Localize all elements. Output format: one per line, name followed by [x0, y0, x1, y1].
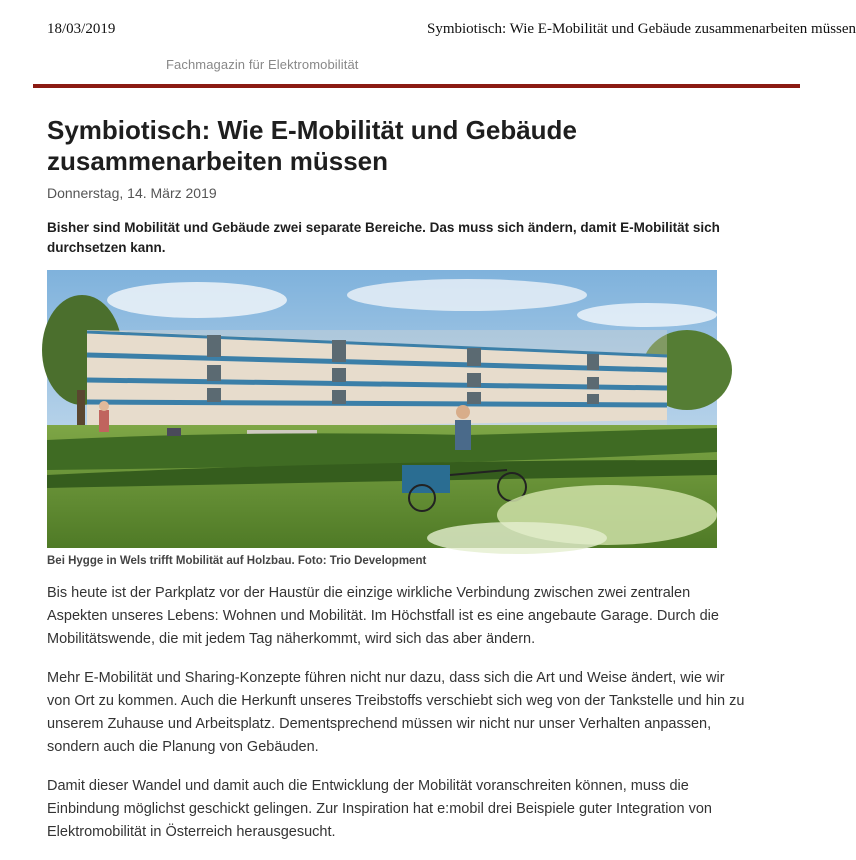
- article-body: [47, 582, 747, 860]
- header-divider: [33, 84, 800, 88]
- article-headline: Symbiotisch: Wie E-Mobilität und Gebäude zusammenarbeiten müssen: [47, 115, 577, 176]
- article-hero-image[interactable]: [47, 270, 717, 548]
- article-paragraph: Damit dieser Wandel und damit auch die Entwicklung der Mobilität voranschreiten können, muss die Einbindung möglichst geschickt gelingen. Zur Inspiration hat e:mobil drei Beispiele guter Integration von Elektromobilität in Österreich herausgesucht.: [47, 778, 712, 840]
- print-title: Symbiotisch: Wie E-Mobilität und Gebäude zusammenarbeiten müssen: [427, 21, 856, 37]
- article-paragraph: Bis heute ist der Parkplatz vor der Haustür die einzige wirkliche Verbindung zwischen zwei zentralen Aspekten unseres Lebens: Wohnen und Mobilität. Im Höchstfall ist es eine angebaute Garage. Durch die Mobilitätswende, die mit jedem Tag näherkommt, wird sich das aber ändern.: [47, 585, 719, 647]
- image-caption: Bei Hygge in Wels trifft Mobilität auf Holzbau. Foto: Trio Development: [47, 555, 427, 567]
- print-date: 18/03/2019: [47, 21, 116, 37]
- article-paragraph: Mehr E-Mobilität und Sharing-Konzepte führen nicht nur dazu, dass sich die Art und Weise ändert, wie wir von Ort zu kommen. Auch die Herkunft unseres Treibstoffs verschiebt sich weg von der Tankstelle und hin zu unserem Zuhause und Arbeitsplatz. Dementsprechend müssen wir nicht nur unser Verhalten anpassen, sondern auch die Planung von Gebäuden.: [47, 670, 745, 755]
- site-tagline: Fachmagazin für Elektromobilität: [166, 57, 359, 72]
- print-header: [0, 18, 856, 37]
- article-lead: Bisher sind Mobilität und Gebäude zwei separate Bereiche. Das muss sich ändern, damit E-Mobilität sich durchsetzen kann.: [47, 220, 720, 255]
- article-date: Donnerstag, 14. März 2019: [47, 185, 217, 201]
